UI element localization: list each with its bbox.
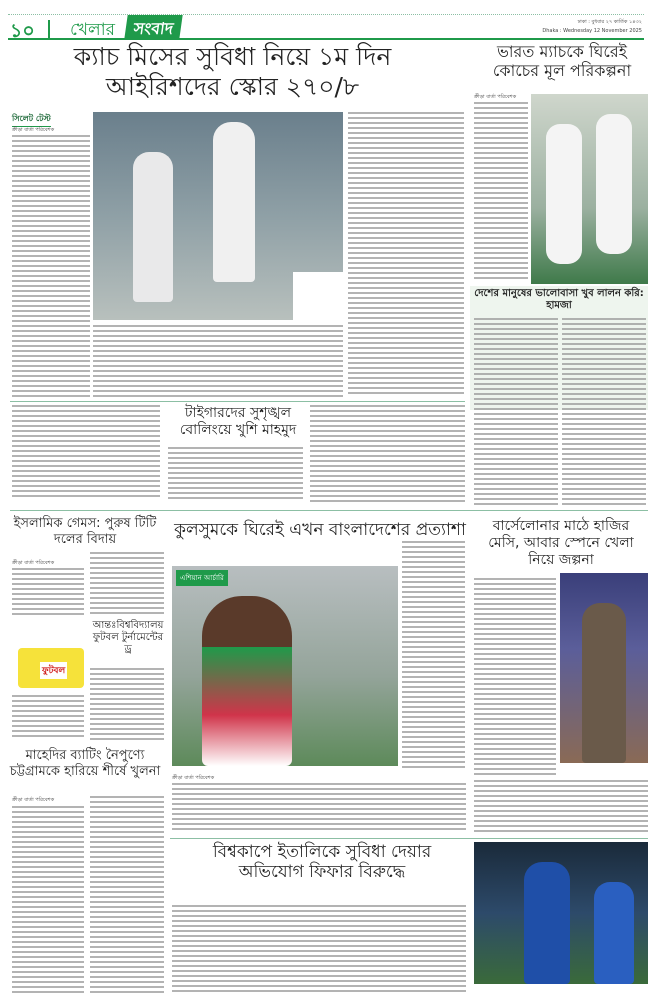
left-cont-text — [12, 405, 160, 500]
islamic-text-2 — [90, 552, 164, 616]
mahedi-headline[interactable]: মাহেদির ব্যাটিং নৈপুণ্যে চট্টগ্রামকে হারিয়ে শীর্ষে খুলনা — [9, 748, 161, 779]
lead-headline[interactable]: ক্যাচ মিসের সুবিধা নিয়ে ১ম দিন আইরিশদের স্কোর ২৭০/৮ — [73, 42, 392, 101]
page-number: ১০ — [10, 20, 35, 42]
lead-text-under — [93, 325, 343, 397]
lead-photo — [93, 112, 343, 320]
tigers-text — [168, 447, 303, 502]
fifa-photo — [474, 842, 648, 984]
messi-text — [474, 578, 556, 778]
mahedi-text — [12, 806, 84, 996]
islamic-text — [12, 568, 84, 618]
hamza-headline[interactable]: দেশের মানুষের ভালোবাসা খুব লালন করি: হামজা — [474, 288, 644, 311]
coach-photo — [531, 94, 648, 284]
section-title-part2: সংবাদ — [124, 15, 183, 39]
fifa-headline[interactable]: বিশ্বকাপে ইতালিকে সুবিধা দেয়ার অভিযোগ ফিফার বিরুদ্ধে — [212, 842, 432, 883]
masthead — [8, 14, 644, 40]
player-figure — [546, 124, 582, 264]
kulsum-photo — [172, 566, 398, 766]
coach-text — [474, 102, 528, 282]
coach-headline[interactable]: ভারত ম্যাচকে ঘিরেই কোচের মূল পরিকল্পনা — [492, 42, 632, 81]
date-bn: ঢাকা : বুধবার ২৭ কার্তিক ১৪৩২ — [577, 19, 642, 25]
date-en: Dhaka : Wednesday 12 November 2025 — [542, 28, 642, 34]
asian-archery-label: এশিয়ান আর্চারি — [176, 570, 228, 586]
coach-byline: ক্রীড়া বার্তা পরিবেশক — [474, 94, 517, 100]
hamza-text — [474, 318, 558, 506]
player-figure — [213, 122, 255, 282]
kulsum-text — [402, 541, 465, 769]
mahedi-text-2 — [90, 796, 164, 996]
caption — [293, 272, 343, 320]
islamic-headline[interactable]: ইসলামিক গেমস: পুরুষ টিটি দলের বিদায় — [13, 516, 157, 547]
interuni-headline[interactable]: আন্তঃবিশ্ববিদ্যালয় ফুটবল টুর্নামেন্টের ড্র — [92, 620, 164, 655]
islamic-byline: ক্রীড়া বার্তা পরিবেশক — [12, 560, 55, 566]
player-figure — [133, 152, 173, 302]
interuni-text — [12, 695, 84, 740]
player-figure — [594, 882, 634, 984]
section-title-part1: খেলার — [70, 20, 116, 40]
player-figure — [596, 114, 632, 254]
kulsum-text-under — [172, 783, 466, 833]
sylhet-test-label: সিলেট টেস্ট — [12, 113, 51, 127]
page-number-divider — [48, 20, 50, 38]
tigers-headline[interactable]: টাইগারদের সুশৃঙ্খল বোলিংয়ে খুশি মাহমুদ — [179, 405, 297, 438]
kulsum-byline: ক্রীড়া বার্তা পরিবেশক — [172, 775, 215, 781]
tigers-text-2 — [310, 405, 465, 502]
messi-photo — [560, 573, 648, 763]
hamza-text-2 — [562, 318, 646, 506]
messi-text-2 — [474, 780, 648, 833]
lead-text-col1 — [12, 135, 90, 397]
football-logo — [18, 648, 84, 688]
kulsum-headline[interactable]: কুলসুমকে ঘিরেই এখন বাংলাদেশের প্রত্যাশা — [174, 520, 466, 540]
lead-text-col3 — [348, 112, 464, 397]
mahedi-byline: ক্রীড়া বার্তা পরিবেশক — [12, 797, 55, 803]
fifa-text — [172, 905, 466, 995]
logo-text: ফুটবল — [40, 662, 67, 679]
archer-figure — [202, 596, 292, 766]
player-figure — [524, 862, 570, 984]
interuni-text-2 — [90, 668, 164, 740]
lead-byline: ক্রীড়া বার্তা পরিবেশক — [12, 127, 55, 133]
messi-headline[interactable]: বার্সেলোনার মাঠে হাজির মেসি, আবার স্পেনে খেলা নিয়ে জল্পনা — [488, 518, 634, 568]
player-figure — [582, 603, 626, 763]
